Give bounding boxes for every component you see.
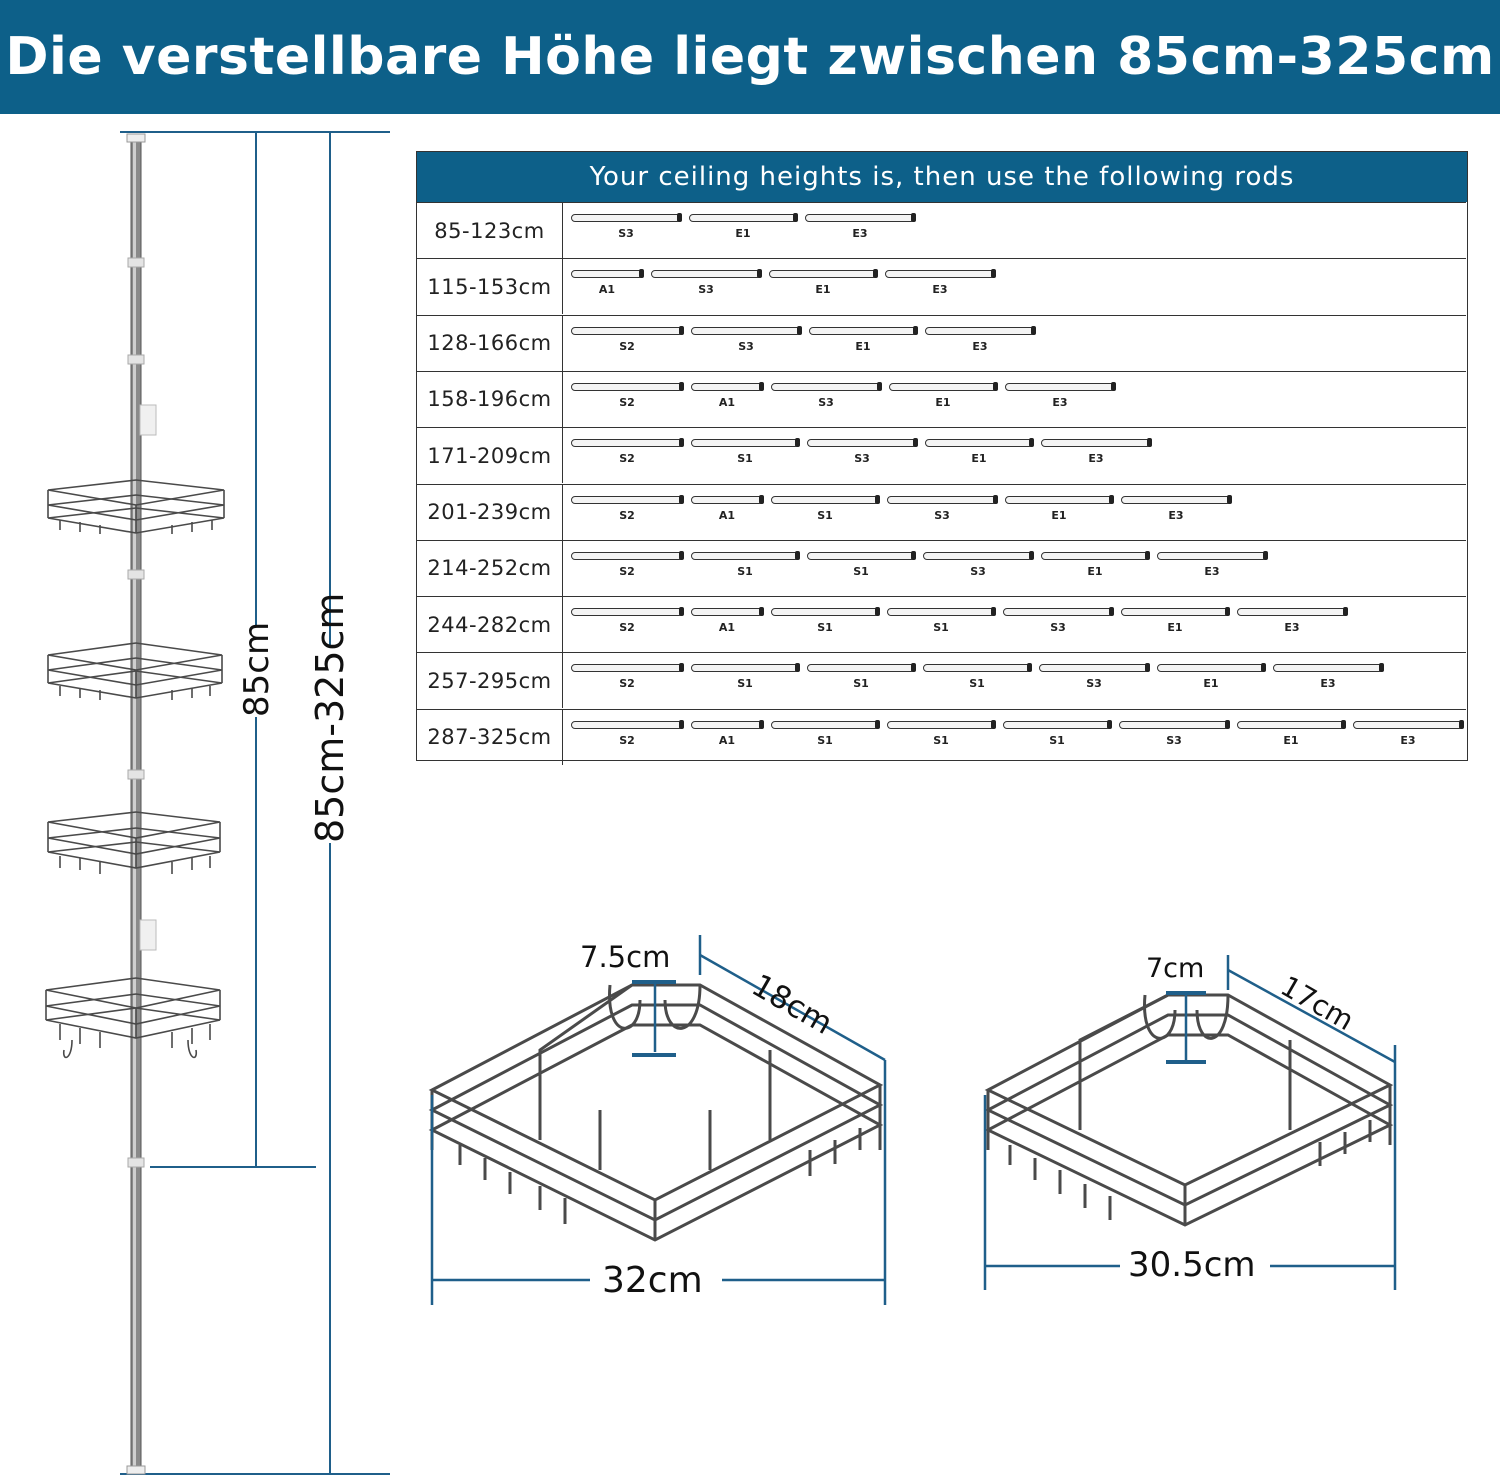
rod-s1 [807, 552, 915, 582]
rod-code-label: S2 [619, 508, 635, 522]
large-basket-width-label: 32cm [602, 1260, 703, 1301]
rod-e3 [925, 327, 1035, 357]
rod-e3 [1237, 608, 1347, 638]
rod-a1 [571, 270, 643, 300]
ceiling-height-range: 158-196cm [417, 372, 563, 427]
large-basket-side-label: 18cm [745, 967, 839, 1042]
ceiling-height-range: 201-239cm [417, 485, 563, 540]
rod-code-label: S2 [619, 339, 635, 353]
rod-code-label: S3 [1050, 621, 1066, 635]
rod-code-label: E1 [1167, 621, 1183, 635]
rod-table-row [417, 540, 1466, 596]
rod-e3 [1353, 721, 1463, 751]
rod-bar [769, 270, 877, 278]
rod-bar [887, 608, 995, 616]
ceiling-height-range: 257-295cm [417, 653, 563, 708]
rod-bar [651, 270, 761, 278]
rod-s1 [771, 496, 879, 526]
rod-code-label: A1 [718, 733, 736, 747]
rod-bar [887, 496, 997, 504]
rod-sequence [565, 259, 1465, 314]
rod-s1 [887, 608, 995, 638]
rod-code-label: S3 [818, 395, 834, 409]
rod-bar [1005, 496, 1113, 504]
rod-bar [691, 327, 801, 335]
rod-code-label: E3 [1168, 508, 1184, 522]
pole-height-min-label: 85cm [237, 621, 277, 717]
rod-code-label: A1 [598, 283, 616, 297]
rod-bar [1003, 608, 1113, 616]
rod-code-label: E3 [1088, 452, 1104, 466]
rod-bar [571, 270, 643, 278]
rod-s1 [691, 439, 799, 469]
rod-e1 [809, 327, 917, 357]
rod-e1 [1005, 496, 1113, 526]
rod-bar [925, 439, 1033, 447]
rod-s2 [571, 327, 683, 357]
rod-code-label: S2 [619, 395, 635, 409]
ceiling-height-range: 244-282cm [417, 597, 563, 652]
rod-code-label: S1 [1049, 733, 1065, 747]
rod-bar [805, 214, 915, 222]
rod-bar [889, 383, 997, 391]
rod-code-label: E3 [1320, 677, 1336, 691]
rod-e3 [805, 214, 915, 244]
rod-sequence [565, 372, 1465, 427]
rod-code-label: E1 [815, 283, 831, 297]
rod-s1 [691, 664, 799, 694]
rod-code-label: E1 [971, 452, 987, 466]
rod-sequence [565, 485, 1465, 540]
rod-code-label: E3 [1204, 564, 1220, 578]
rod-e3 [1157, 552, 1267, 582]
rod-code-label: E3 [932, 283, 948, 297]
rod-bar [807, 439, 917, 447]
rod-table-row [417, 652, 1466, 708]
rod-s2 [571, 552, 683, 582]
rod-bar [771, 496, 879, 504]
rod-bar [571, 664, 683, 672]
rod-table-row [417, 427, 1466, 483]
rod-s1 [887, 721, 995, 751]
rod-bar [1005, 383, 1115, 391]
rod-bar [691, 664, 799, 672]
rod-bar [1157, 664, 1265, 672]
rod-bar [571, 721, 683, 729]
rod-code-label: E1 [735, 227, 751, 240]
rod-bar [771, 608, 879, 616]
rod-bar [923, 552, 1033, 560]
small-basket-side-label: 17cm [1275, 969, 1360, 1038]
rod-code-label: S3 [854, 452, 870, 466]
rod-s1 [807, 664, 915, 694]
rod-sequence [565, 653, 1465, 708]
rod-table-row [417, 484, 1466, 540]
rod-bar [571, 327, 683, 335]
rod-table-row [417, 371, 1466, 427]
rod-code-label: E1 [935, 395, 951, 409]
rod-code-label: A1 [718, 395, 736, 409]
rod-code-label: E1 [855, 339, 871, 353]
rod-table-row [417, 596, 1466, 652]
rod-bar [1121, 496, 1231, 504]
rod-s1 [1003, 721, 1111, 751]
rod-code-label: E1 [1283, 733, 1299, 747]
rod-a1 [691, 496, 763, 526]
large-basket-depth-label: 7.5cm [580, 940, 671, 974]
rod-s3 [571, 214, 681, 244]
rod-code-label: S1 [853, 677, 869, 691]
rod-table [416, 151, 1468, 761]
rod-code-label: E3 [1400, 733, 1416, 747]
rod-e1 [1237, 721, 1345, 751]
rod-bar [571, 496, 683, 504]
rod-code-label: S3 [1166, 733, 1182, 747]
rod-bar [571, 608, 683, 616]
rod-table-row [417, 709, 1466, 765]
rod-s3 [923, 552, 1033, 582]
rod-bar [1353, 721, 1463, 729]
rod-bar [809, 327, 917, 335]
rod-e1 [1041, 552, 1149, 582]
rod-bar [691, 721, 763, 729]
rod-s1 [691, 552, 799, 582]
rod-bar [571, 214, 681, 222]
rod-code-label: S3 [618, 227, 634, 240]
rod-code-label: A1 [718, 508, 736, 522]
rod-code-label: S1 [853, 564, 869, 578]
rod-bar [689, 214, 797, 222]
rod-s1 [923, 664, 1031, 694]
rod-sequence [565, 597, 1465, 652]
rod-e3 [1121, 496, 1231, 526]
rod-bar [925, 327, 1035, 335]
rod-code-label: S1 [969, 677, 985, 691]
rod-table-row [417, 258, 1466, 314]
rod-e1 [925, 439, 1033, 469]
rod-bar [1237, 721, 1345, 729]
rod-code-label: S1 [817, 621, 833, 635]
rod-code-label: S2 [619, 452, 635, 466]
rod-bar [771, 721, 879, 729]
rod-code-label: E3 [1284, 621, 1300, 635]
rod-bar [1003, 721, 1111, 729]
rod-bar [1273, 664, 1383, 672]
rod-code-label: E1 [1087, 564, 1103, 578]
rod-sequence [565, 316, 1465, 371]
rod-s2 [571, 383, 683, 413]
small-basket-width-label: 30.5cm [1128, 1245, 1256, 1285]
rod-s3 [1039, 664, 1149, 694]
rod-code-label: S1 [933, 621, 949, 635]
rod-sequence [565, 203, 1465, 258]
rod-bar [885, 270, 995, 278]
rod-table-row [417, 315, 1466, 371]
rod-bar [691, 383, 763, 391]
rod-e3 [885, 270, 995, 300]
rod-bar [1237, 608, 1347, 616]
rod-code-label: E1 [1051, 508, 1067, 522]
rod-code-label: A1 [718, 621, 736, 635]
ceiling-height-range: 287-325cm [417, 710, 563, 765]
ceiling-height-range: 128-166cm [417, 316, 563, 371]
rod-table-header: Your ceiling heights is, then use the following rods [417, 152, 1467, 202]
rod-code-label: E3 [1052, 395, 1068, 409]
rod-e1 [769, 270, 877, 300]
rod-bar [571, 383, 683, 391]
rod-code-label: S1 [933, 733, 949, 747]
rod-code-label: S1 [737, 677, 753, 691]
rod-s3 [807, 439, 917, 469]
rod-bar [1121, 608, 1229, 616]
rod-bar [887, 721, 995, 729]
rod-code-label: S2 [619, 564, 635, 578]
banner-title: Die verstellbare Höhe liegt zwischen 85cm-325cm [5, 27, 1495, 87]
pole-illustration [0, 0, 420, 1480]
rod-bar [1039, 664, 1149, 672]
rod-code-label: S2 [619, 621, 635, 635]
rod-code-label: S2 [619, 677, 635, 691]
rod-s2 [571, 608, 683, 638]
rod-bar [571, 552, 683, 560]
rod-code-label: S1 [817, 508, 833, 522]
rod-s3 [1119, 721, 1229, 751]
rod-e1 [889, 383, 997, 413]
rod-bar [807, 664, 915, 672]
rod-sequence [565, 428, 1465, 483]
small-basket-depth-label: 7cm [1146, 953, 1205, 984]
rod-e3 [1041, 439, 1151, 469]
rod-code-label: S1 [737, 564, 753, 578]
rod-e3 [1005, 383, 1115, 413]
rod-bar [691, 496, 763, 504]
rod-s2 [571, 664, 683, 694]
rod-s2 [571, 439, 683, 469]
rod-bar [771, 383, 881, 391]
rod-a1 [691, 608, 763, 638]
rod-bar [571, 439, 683, 447]
rod-code-label: E3 [852, 227, 868, 240]
ceiling-height-range: 115-153cm [417, 259, 563, 314]
rod-code-label: E1 [1203, 677, 1219, 691]
rod-s3 [651, 270, 761, 300]
rod-bar [1157, 552, 1267, 560]
rod-s3 [771, 383, 881, 413]
rod-e1 [1121, 608, 1229, 638]
rod-bar [923, 664, 1031, 672]
rod-bar [1119, 721, 1229, 729]
rod-e1 [1157, 664, 1265, 694]
rod-bar [691, 439, 799, 447]
rod-table-row [417, 202, 1466, 258]
rod-e3 [1273, 664, 1383, 694]
rod-a1 [691, 721, 763, 751]
rod-code-label: S3 [698, 283, 714, 297]
rod-a1 [691, 383, 763, 413]
large-basket-dimension-lines [432, 935, 885, 1305]
rod-s3 [1003, 608, 1113, 638]
rod-code-label: S1 [817, 733, 833, 747]
rod-bar [807, 552, 915, 560]
rod-code-label: S3 [1086, 677, 1102, 691]
rod-s2 [571, 721, 683, 751]
rod-bar [1041, 439, 1151, 447]
rod-code-label: S3 [970, 564, 986, 578]
rod-code-label: S1 [737, 452, 753, 466]
rod-s1 [771, 608, 879, 638]
rod-bar [1041, 552, 1149, 560]
ceiling-height-range: 214-252cm [417, 541, 563, 596]
rod-code-label: S3 [934, 508, 950, 522]
rod-code-label: S3 [738, 339, 754, 353]
rod-sequence [565, 541, 1465, 596]
rod-bar [691, 608, 763, 616]
rod-s1 [771, 721, 879, 751]
rod-s3 [691, 327, 801, 357]
rod-s2 [571, 496, 683, 526]
rod-sequence [565, 710, 1465, 765]
rod-bar [691, 552, 799, 560]
pole-height-range-label: 85cm-325cm [308, 592, 352, 843]
rod-e1 [689, 214, 797, 244]
ceiling-height-range: 85-123cm [417, 203, 563, 258]
ceiling-height-range: 171-209cm [417, 428, 563, 483]
rod-code-label: S2 [619, 733, 635, 747]
rod-s3 [887, 496, 997, 526]
rod-code-label: E3 [972, 339, 988, 353]
